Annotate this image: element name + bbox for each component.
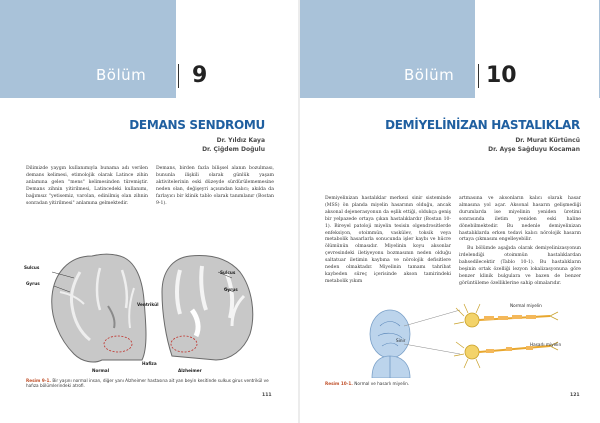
body-paragraph-2: artmasına ve aksonların kalıcı olarak hasar almasına yol açar. Aksonal hasarın gelişmediği durumlarda ise miyelinin yeniden üretimi sonrasında iletim yeniden eski haline dönebilmektedir. Bu nedenle demiyelinizan hastalıklarda erken tedavi kalıcı nörolojik hasarın ortaya çıkmasını engelleyebilir. [459, 196, 581, 243]
neuron-illustration [454, 304, 558, 368]
chapter-label: Bölüm [96, 66, 147, 84]
chapter-separator [478, 64, 479, 88]
myelin-figure [360, 296, 570, 378]
chapter-separator [178, 64, 179, 88]
body-paragraph-2: Demans, birden fazla bilişsel alanın bozulması, bununla ilişkili olarak günlük yaşam aktivitelerinin eski düzeyde sürdürülememesine neden olan, değişeyri açısından kalıcı; akılda da farlayıcı bir klinik tablo olarak tanımlanır (Bostan 9-1). [156, 166, 274, 206]
caption-text: Bir yaşını normal insan, diğer yanı Alzheimer hastasına ait yan beyin kesitinde sulkus girus ventrikül ve hafıza bölümlerindeki atrofi. [26, 378, 269, 388]
label-normal-myelin: Normal miyelin [510, 303, 542, 308]
page-number: 121 [570, 393, 580, 398]
figure-caption [325, 381, 575, 386]
body-paragraph-3: Bu bölümde aşağıda olarak demiyelinizasyonun irdelendiği otoimmün hastalıklardan bahsedilecektir (Tablo 10-1). Bu hastalıkların beşinin ortak özelliği lezyon lokalizasyonuna göre benzer klinik bulgulara ve bazen de benzer görüntüleme özelliklerine sahip olmalarıdır. [459, 246, 581, 286]
page-number: 111 [262, 393, 272, 398]
label-nerve: Sinir [396, 338, 406, 343]
chapter-title: DEMANS SENDROMU [129, 118, 265, 132]
label-gyrus-right: Gyrus [224, 287, 238, 292]
label-gyrus-left: Gyrus [26, 281, 40, 286]
caption-prefix: Resim 9-1. [26, 378, 51, 383]
figure-caption [26, 378, 276, 388]
label-ventricle: Ventrikül [137, 302, 159, 307]
label-sulcus-right: Sulcus [220, 270, 236, 275]
body-paragraph-1: Dilimizde yaygın kullanımıyla bunama adı verilen demans kelimesi, etimolojik olarak Latince zihin anlamına gelen "mens" kelimesinden türemiştir. Demans zihnin yitirilmesi, Latincedeki kullanımı, bağımsız "yetisemiz, varolan, edinilmiş olan zihnin sonradan yitirilmesi" anlamına gelmektedir. [26, 166, 148, 206]
label-normal: Normal [92, 368, 110, 373]
alzheimer-brain-illustration [162, 256, 253, 360]
chapter-number: 9 [192, 63, 208, 88]
author-2: Dr. Çiğdem Doğulu [202, 146, 265, 153]
author-1: Dr. Murat Kürtüncü [515, 137, 580, 144]
author-2: Dr. Ayşe Sağduyu Kocaman [488, 146, 580, 153]
chapter-title: DEMİYELİNİZAN HASTALIKLAR [385, 118, 580, 132]
normal-brain-illustration [52, 254, 146, 362]
brain-comparison-figure [30, 248, 275, 378]
caption-text: Normal ve hasarlı miyelin. [354, 381, 410, 386]
label-sulcus-left: Sulcus [24, 265, 40, 270]
right-page [300, 0, 600, 423]
caption-prefix: Resim 10-1. [325, 381, 353, 386]
label-alzheimer: Alzheimer [178, 368, 202, 373]
label-damaged-myelin: Hasarlı miyelin [530, 342, 562, 347]
author-1: Dr. Yıldız Kaya [216, 137, 265, 144]
chapter-label: Bölüm [404, 66, 455, 84]
label-hippocampus: Hafiza [142, 361, 157, 366]
chapter-number: 10 [486, 63, 517, 88]
body-paragraph-1: Demiyelinizan hastalıklar merkezi sinir sisteminde (MSS) ön planda miyelin hasarının olduğu, ancak aksonal dejenerasyonun da eşlik ettiği, oldukça geniş bir yelpazede ortaya çıkan hastalıklardır (Bostan 10-1). Bireyel patoloji miyelin tesisin olgendrositlerde enfeksiyon, otoimmün, vaskülev, toksik veya metabolik hasarlarla sonucunda işler kaybı ve hücre ölümünün olmasıdır. Miyelinin koyu aksonlar çevresindeki iletiyeyonu bozmasının neden olduğu saltatuar iletimin kaybına ve nörolojik defisitlere neden olmaktadır. Miyelinin tamamı tahribat kaybeden süreç içerisinde akson tamirindeki metabolik yıkım [325, 196, 451, 284]
